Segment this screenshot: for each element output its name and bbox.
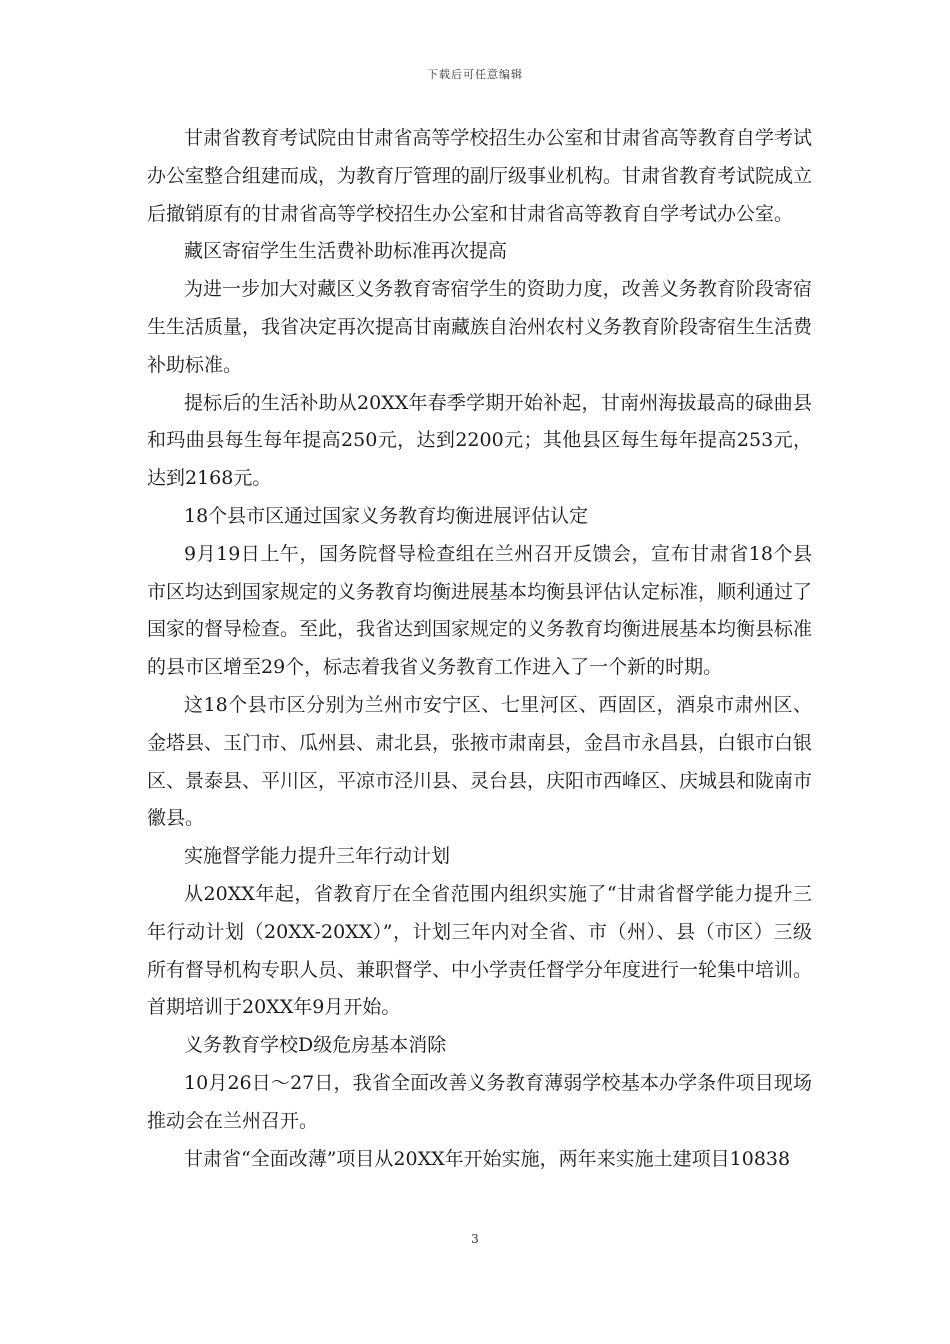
heading-dangerous-buildings: 义务教育学校D级危房基本消除: [184, 1034, 447, 1057]
heading-tibetan-subsidy: 藏区寄宿学生生活费补助标准再次提高: [184, 240, 508, 263]
paragraph-improvement-project: 甘肃省“全面改薄”项目从20XX年开始实施，两年来实施土建项目10838: [184, 1147, 791, 1170]
paragraph-exam-institute: 甘肃省教育考试院由甘肃省高等学校招生办公室和甘肃省高等教育自学考试办公室整合组建而成，为教育厅管理的副厅级事业机构。甘肃省教育考试院成立后撤销原有的甘肃省高等学校招生办公室和甘肃省高等教育自学考试办公室。: [147, 127, 813, 225]
paragraph-supervisor-training: 从20XX年起，省教育厅在全省范围内组织实施了“甘肃省督学能力提升三年行动计划（20XX-20XX）”，计划三年内对全省、市（州）、县（市区）三级所有督导机构专职人员、兼职督学、中小学责任督学分年度进行一轮集中培训。首期培训于20XX年9月开始。: [147, 882, 813, 1019]
heading-balanced-development: 18个县市区通过国家义务教育均衡进展评估认定: [184, 504, 589, 527]
document-body: [147, 120, 812, 1178]
paragraph-subsidy-amounts: 提标后的生活补助从20XX年春季学期开始补起，甘南州海拔最高的碌曲县和玛曲县每生每年提高250元，达到2200元；其他县区每生每年提高253元，达到2168元。: [147, 391, 812, 490]
page-header-note: 下载后可任意编辑: [427, 68, 523, 81]
paragraph-county-list: 这18个县市区分别为兰州市安宁区、七里河区、西固区，酒泉市肃州区、金塔县、玉门市、瓜州县、肃北县，张掖市肃南县，金昌市永昌县，白银市白银区、景泰县、平川区，平凉市泾川县、灵台县，庆阳市西峰区、庆城县和陇南市徽县。: [147, 693, 813, 830]
paragraph-site-meeting: 10月26日～27日，我省全面改善义务教育薄弱学校基本办学条件项目现场推动会在兰州召开。: [147, 1071, 812, 1132]
paragraph-subsidy-purpose: 为进一步加大对藏区义务教育寄宿学生的资助力度，改善义务教育阶段寄宿生生活质量，我省决定再次提高甘南藏族自治州农村义务教育阶段寄宿生生活费补助标准。: [147, 278, 813, 376]
paragraph-inspection-feedback: 9月19日上午，国务院督导检查组在兰州召开反馈会，宣布甘肃省18个县市区均达到国家规定的义务教育均衡进展基本均衡县评估认定标准，顺利通过了国家的督导检查。至此，我省达到国家规定的义务教育均衡进展基本均衡县标准的县市区增至29个，标志着我省义务教育工作进入了一个新的时期。: [147, 542, 813, 679]
page-number: 3: [471, 1232, 479, 1246]
heading-supervisor-plan: 实施督学能力提升三年行动计划: [184, 845, 451, 868]
